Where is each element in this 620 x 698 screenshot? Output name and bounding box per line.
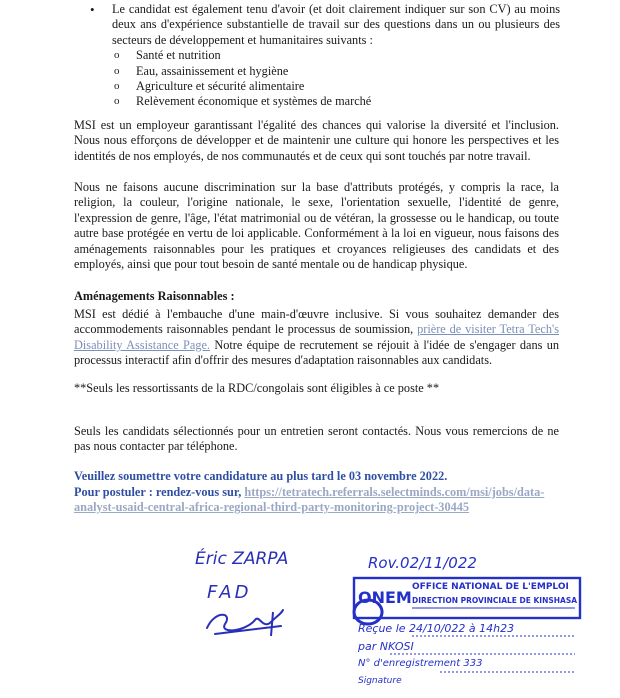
sector-item: o Santé et nutrition — [114, 48, 221, 63]
sector-item: o Eau, assainissement et hygiène — [114, 63, 289, 78]
diversity-paragraph: MSI est un employeur garantissant l'égalité des chances qui valorise la diversité et l'inclusion. Nous nous efforçons de développer et de maintenir une culture qui honore les perspectives et les identités de nos employés, de nos communautés et de ceux qui sont touchés par notre travail. — [74, 118, 559, 163]
signature-scribble-icon — [185, 540, 315, 650]
non-discrimination-paragraph: Nous ne faisons aucune discrimination sur la base d'attributs protégés, y compris la race, la religion, la couleur, l'origine nationale, le sexe, l'orientation sexuelle, l'identité de genre, l'expression de genre, l'âge, l'état matrimonial ou de vétéran, la grossesse ou le handicap, ou toute autre base protégée en vertu de loi applicable. Conformément à la loi en vigueur, nous faisons des aménagements raisonnables pour les pratiques et croyances religieuses des candidats et des employés, ainsi que pour tout besoin de santé mentale ou de handicap physique. — [74, 180, 559, 272]
stamp-received-date: Rov.02/11/022 — [368, 554, 477, 572]
stamp-enregistrement: N° d'enregistrement 333 — [358, 658, 483, 669]
stamp-org-line2: DIRECTION PROVINCIALE DE KINSHASA — [412, 596, 578, 605]
reception-stamp — [350, 548, 585, 698]
circle-bullet-icon: o — [114, 64, 120, 77]
eligibility-note: **Seuls les ressortissants de la RDC/congolais sont éligibles à ce poste ** — [74, 381, 440, 395]
apply-line: Pour postuler : rendez-vous sur, https://tetratech.referrals.selectminds.com/msi/jobs/data-analyst-usaid-central-africa-regional-third-party-monitoring-project-30445 — [74, 485, 545, 515]
experience-bullet — [90, 2, 560, 110]
circle-bullet-icon: o — [114, 49, 120, 62]
handwritten-signature — [185, 540, 315, 650]
stamp-recue: Reçue le 24/10/022 à 14h23 — [358, 622, 515, 635]
circle-bullet-icon: o — [114, 95, 120, 108]
signature-name: Éric ZARPA — [195, 549, 289, 569]
signature-initials: FAD — [207, 582, 252, 603]
deadline-text: Veuillez soumettre votre candidature au plus tard le 03 novembre 2022. — [74, 469, 448, 483]
stamp-par: par NKOSI — [358, 640, 414, 653]
apply-url-link[interactable]: https://tetratech.referrals.selectminds.com/msi/jobs/data-analyst-usaid-central-africa-regional-third-party-monitoring-project-30445 — [74, 485, 545, 515]
disability-assistance-link[interactable]: prière de visiter Tetra Tech's Disability Assistance Page. — [74, 322, 559, 352]
circle-bullet-icon: o — [114, 80, 120, 93]
accommodations-heading: Aménagements Raisonnables : — [74, 289, 235, 303]
stamp-org-line1: OFFICE NATIONAL DE L'EMPLOI — [412, 582, 569, 592]
sector-item: o Relèvement économique et systèmes de marché — [114, 94, 372, 109]
contact-note: Seuls les candidats sélectionnés pour un entretien seront contactés. Nous vous remercions de ne pas nous contacter par téléphone. — [74, 424, 559, 454]
stamp-signature-label: Signature — [358, 676, 402, 686]
sector-list — [114, 48, 560, 110]
sector-item: o Agriculture et sécurité alimentaire — [114, 79, 305, 94]
accommodations-paragraph: MSI est dédié à l'embauche d'une main-d'œuvre inclusive. Si vous souhaitez demander des accommodements raisonnables pendant le processus de soumission, prière de visiter Tetra Tech's Disability Assistance Page. Notre équipe de recrutement se réjouit à l'idée de s'engager dans un processus interactif afin d'offrir des mesures d'adaptation raisonnables aux candidats. — [74, 307, 560, 368]
bullet-dot-icon: • — [90, 2, 95, 17]
stamp-org-logo: ONEM — [358, 588, 412, 607]
experience-text: Le candidat est également tenu d'avoir (et doit clairement indiquer sur son CV) au moins deux ans d'expérience substantielle de travail sur des questions dans un ou plusieurs des secteurs de développement et humanitaires suivants : — [112, 2, 560, 47]
